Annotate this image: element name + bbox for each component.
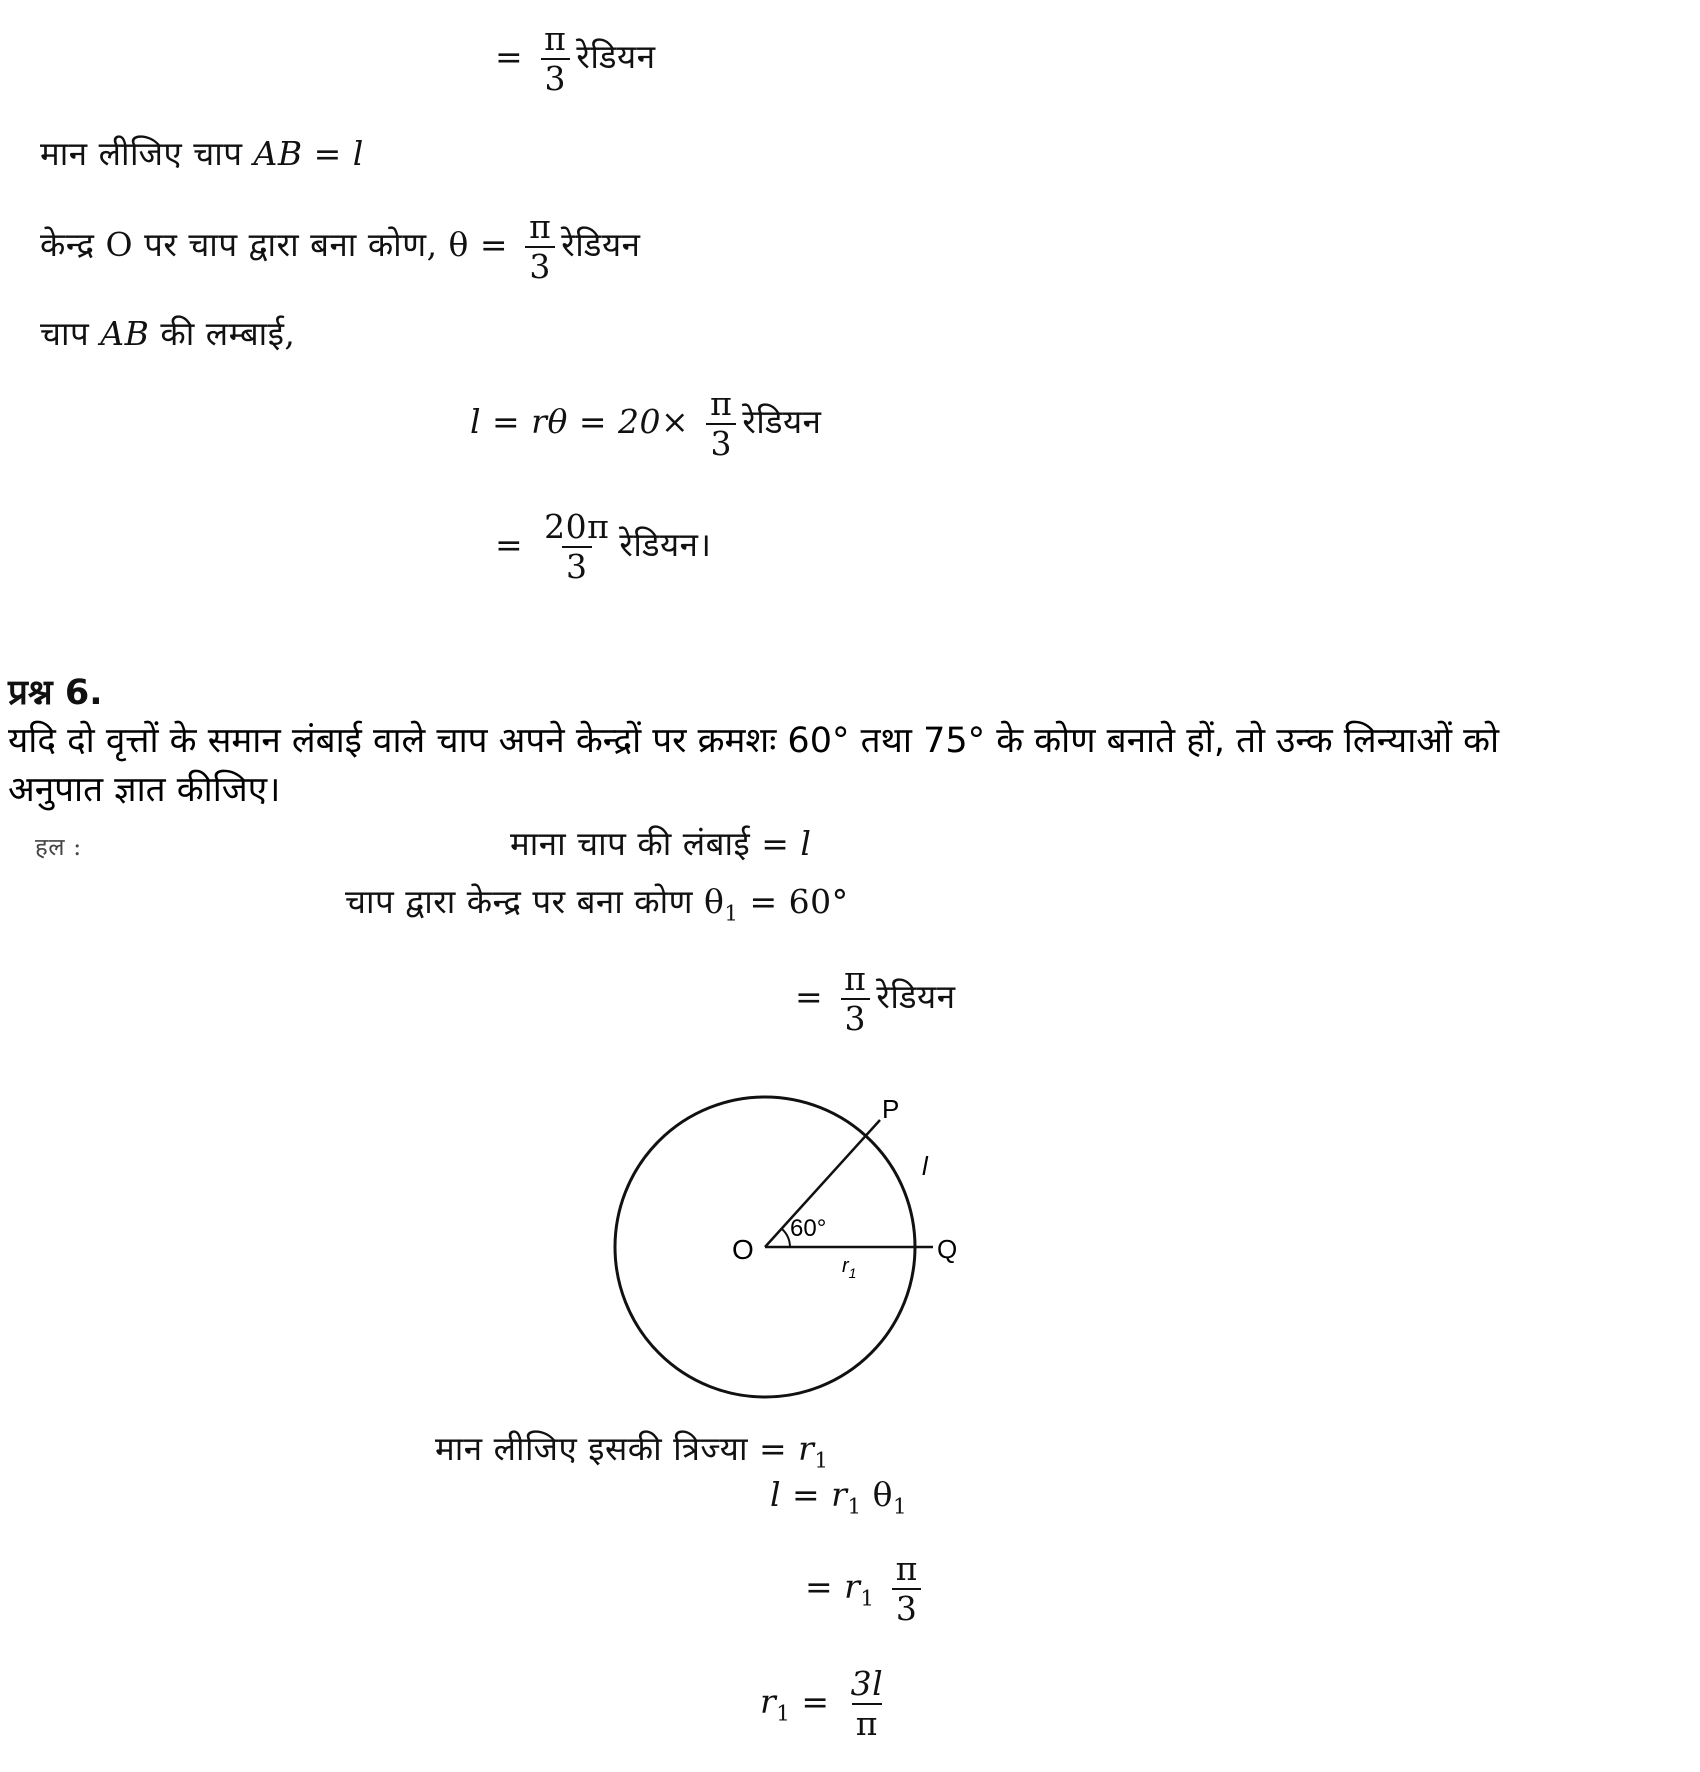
- sol-line-2: चाप द्वारा केन्द्र पर बना कोण $\theta_1 = 60^\circ$: [345, 882, 849, 927]
- center-label: O: [732, 1234, 754, 1265]
- fraction: $\frac{\pi}{3}$: [892, 1550, 922, 1628]
- solution-label: हल :: [35, 833, 82, 861]
- sol-line-3: = $\frac{\pi}{3}$ रेडियन: [795, 959, 956, 1038]
- sol-line-5: $l = r_1$ $\theta_1$: [770, 1475, 908, 1520]
- fraction: $\frac{20\pi}{3}$: [544, 507, 610, 586]
- sol-line-4: मान लीजिए इसकी त्रिज्या = $r_1$: [435, 1429, 829, 1474]
- arc-label: l: [922, 1151, 928, 1181]
- eq-line-4: चाप AB की लम्बाई,: [40, 314, 296, 353]
- eq-line-1: = $\frac{\pi}{3}$ रेडियन: [495, 19, 656, 98]
- angle-arc: [782, 1229, 790, 1247]
- fraction: $\frac{\pi}{3}$: [525, 208, 555, 286]
- radius-label: $r_1$: [842, 1255, 857, 1281]
- fraction: $\frac{\pi}{3}$: [706, 385, 736, 463]
- eq-line-2: मान लीजिए चाप AB = l: [40, 134, 364, 173]
- eq-line-5: l = rθ = 20× $\frac{\pi}{3}$ रेडियन: [470, 384, 822, 463]
- question-text-line-1: यदि दो वृत्तों के समान लंबाई वाले चाप अपने केन्द्रों पर क्रमशः 60° तथा 75° के कोण बनाते हों, तो उन्क लिन्याओं को: [8, 721, 1500, 761]
- question-title: प्रश्न 6.: [8, 673, 103, 713]
- circle-diagram: [580, 1060, 980, 1440]
- point-p-label: P: [882, 1094, 900, 1124]
- fraction: $\frac{\pi}{3}$: [840, 960, 870, 1038]
- point-q-label: Q: [937, 1234, 958, 1264]
- sol-line-6: = $r_1$ $\frac{\pi}{3}$: [805, 1550, 928, 1628]
- eq-line-6: = $\frac{20\pi}{3}$ रेडियन।: [495, 507, 712, 586]
- question-text-line-2: अनुपात ज्ञात कीजिए।: [8, 770, 281, 810]
- fraction: $\frac{3l}{\pi}$: [850, 1664, 884, 1743]
- fraction: $\frac{\pi}{3}$: [540, 20, 570, 98]
- eq-line-3: केन्द्र O पर चाप द्वारा बना कोण, θ = $\frac{\pi}{3}$ रेडियन: [40, 207, 641, 286]
- sol-line-7: $r_1$ = $\frac{3l}{\pi}$: [760, 1665, 893, 1743]
- angle-label: 60°: [790, 1215, 827, 1242]
- sol-line-1: माना चाप की लंबाई = l: [510, 824, 812, 863]
